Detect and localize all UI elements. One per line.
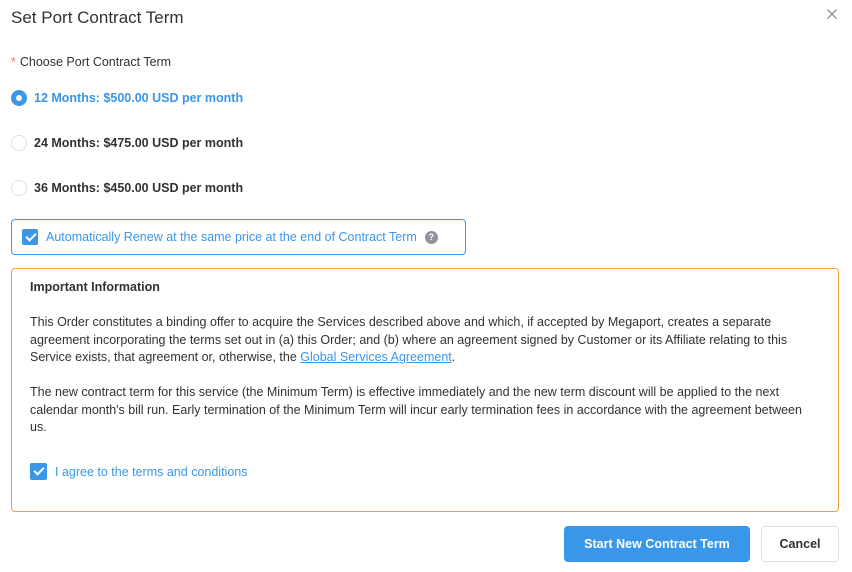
auto-renew-checkbox[interactable]	[22, 229, 38, 245]
radio-button[interactable]	[11, 135, 27, 151]
radio-button-checked[interactable]	[11, 90, 27, 106]
binding-offer-text: This Order constitutes a binding offer to acquire the Services described above and which, if accepted by Megaport, creates a separate agreement incorporating the terms set out in (a) this Order; and (b) where an agreement signed by Customer or its Affiliate relating to this Service exists, that agreement or, otherwise, the	[30, 315, 788, 364]
minimum-term-paragraph: The new contract term for this service (the Minimum Term) is effective immediately and the new term discount will be applied to the next calendar month's bill run. Early termination of the Minimum Term will incur early termination fees in accordance with the agreement between us.	[30, 385, 802, 434]
radio-24-months[interactable]	[11, 134, 243, 152]
auto-renew-label[interactable]: Automatically Renew at the same price at the end of Contract Term	[46, 230, 417, 244]
radio-button[interactable]	[11, 180, 27, 196]
radio-12-months-label[interactable]: 12 Months: $500.00 USD per month	[34, 91, 244, 105]
binding-offer-paragraph	[30, 314, 820, 367]
radio-36-months[interactable]	[11, 179, 243, 197]
agree-terms-label[interactable]: I agree to the terms and conditions	[55, 464, 248, 479]
important-information-panel	[11, 268, 839, 512]
start-new-contract-term-button[interactable]: Start New Contract Term	[564, 526, 750, 562]
agree-terms-checkbox[interactable]	[30, 463, 47, 480]
radio-36-months-label[interactable]: 36 Months: $450.00 USD per month	[34, 181, 244, 195]
important-information-title: Important Information	[30, 280, 160, 294]
radio-12-months[interactable]	[11, 89, 243, 107]
cancel-button[interactable]: Cancel	[761, 526, 839, 562]
term-field-label	[11, 55, 171, 69]
agree-terms-row[interactable]	[30, 463, 247, 480]
help-icon[interactable]: ?	[425, 231, 438, 244]
term-field-label-text: Choose Port Contract Term	[19, 55, 172, 69]
global-services-agreement-link[interactable]: Global Services Agreement	[300, 350, 452, 364]
radio-24-months-label[interactable]: 24 Months: $475.00 USD per month	[34, 136, 244, 150]
dialog-title: Set Port Contract Term	[11, 8, 184, 27]
binding-offer-end: .	[451, 350, 456, 364]
auto-renew-checkbox-container[interactable]	[11, 219, 466, 255]
close-icon[interactable]	[824, 6, 840, 22]
required-mark: *	[11, 55, 16, 69]
